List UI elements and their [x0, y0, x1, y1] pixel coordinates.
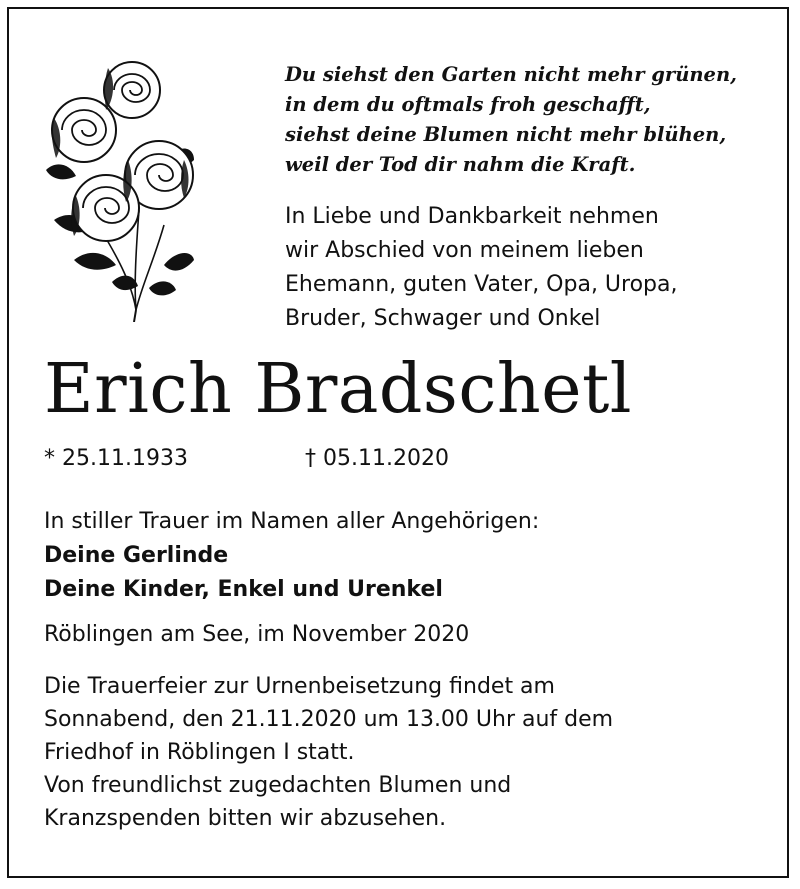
intro-line: Ehemann, guten Vater, Opa, Uropa, [285, 272, 678, 297]
intro-line: In Liebe und Dankbarkeit nehmen [285, 204, 659, 229]
roses-bouquet-icon [44, 60, 194, 322]
poem-line: siehst deine Blumen nicht mehr blühen, [285, 123, 727, 146]
mourner-line: Deine Gerlinde [44, 543, 229, 568]
service-line: Von freundlichst zugedachten Blumen und [44, 773, 512, 798]
service-info [44, 670, 764, 835]
service-line: Kranzspenden bitten wir abzusehen. [44, 806, 447, 831]
intro-line: wir Abschied von meinem lieben [285, 238, 644, 263]
death-date: † 05.11.2020 [305, 446, 449, 471]
poem [285, 60, 765, 180]
farewell-intro [285, 200, 775, 336]
intro-line: Bruder, Schwager und Onkel [285, 306, 601, 331]
deceased-name: Erich Bradschetl [44, 350, 633, 429]
poem-line: Du siehst den Garten nicht mehr grünen, [285, 63, 737, 86]
mourner-line: Deine Kinder, Enkel und Urenkel [44, 577, 443, 602]
service-line: Die Trauerfeier zur Urnenbeisetzung findet am [44, 674, 555, 699]
service-line: Sonnabend, den 21.11.2020 um 13.00 Uhr auf dem [44, 707, 614, 732]
poem-line: in dem du oftmals froh geschafft, [285, 93, 651, 116]
poem-line: weil der Tod dir nahm die Kraft. [285, 153, 636, 176]
mourners-block [44, 505, 764, 607]
birth-date: * 25.11.1933 [44, 446, 188, 471]
place-date: Röblingen am See, im November 2020 [44, 622, 470, 647]
mourners-intro: In stiller Trauer im Namen aller Angehörigen: [44, 509, 540, 534]
service-line: Friedhof in Röblingen I statt. [44, 740, 355, 765]
